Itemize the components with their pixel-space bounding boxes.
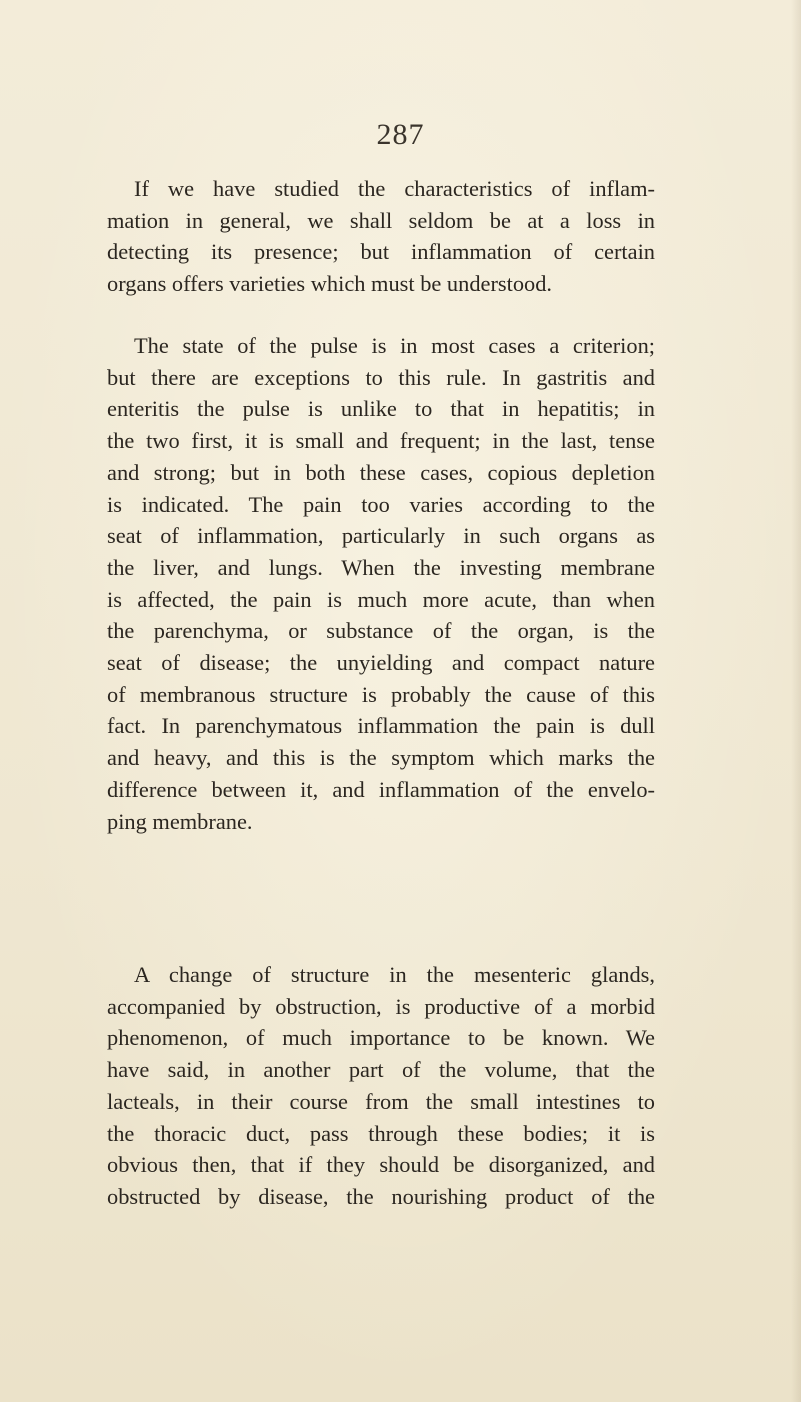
text-line: the two first, it is small and frequent; in the last, tense <box>107 428 655 454</box>
text-line: obstructed by disease, the nourishing product of the <box>107 1183 655 1209</box>
text-line: and heavy, and this is the symptom which marks the <box>107 745 655 771</box>
text-line: A change of structure in the mesenteric glands, <box>134 962 655 987</box>
paragraph-2 <box>107 330 655 837</box>
text-line: the liver, and lungs. When the investing membrane <box>107 554 655 580</box>
page-edge-shadow <box>791 0 801 1402</box>
paragraph-1 <box>107 173 655 300</box>
text-line: have said, in another part of the volume, that the <box>107 1057 655 1083</box>
text-line: detecting its presence; but inflammation of certain <box>107 239 655 265</box>
text-line: difference between it, and inflammation of the envelo- <box>107 776 655 802</box>
text-line: the thoracic duct, pass through these bodies; it is <box>107 1120 655 1146</box>
text-line: is indicated. The pain too varies according to the <box>107 491 655 517</box>
page-number: 287 <box>376 118 425 151</box>
text-line: If we have studied the characteristics of inflam- <box>134 176 655 201</box>
text-line: lacteals, in their course from the small intestines to <box>107 1088 655 1114</box>
text-line: and strong; but in both these cases, copious depletion <box>107 459 655 485</box>
text-line: seat of disease; the unyielding and compact nature <box>107 650 655 676</box>
text-line: but there are exceptions to this rule. In gastritis and <box>107 364 655 390</box>
text-line: accompanied by obstruction, is productive of a morbid <box>107 993 655 1019</box>
text-line: enteritis the pulse is unlike to that in hepatitis; in <box>107 396 655 422</box>
text-line: seat of inflammation, particularly in such organs as <box>107 523 655 549</box>
text-line: mation in general, we shall seldom be at a loss in <box>107 207 655 233</box>
text-line: fact. In parenchymatous inflammation the pain is dull <box>107 713 655 739</box>
text-line: is affected, the pain is much more acute, than when <box>107 586 655 612</box>
text-line: ping membrane. <box>107 808 253 834</box>
text-line: obvious then, that if they should be disorganized, and <box>107 1152 655 1178</box>
text-line: the parenchyma, or substance of the organ, is the <box>107 618 655 644</box>
text-line: phenomenon, of much importance to be known. We <box>107 1025 655 1051</box>
text-line: of membranous structure is probably the cause of this <box>107 681 655 707</box>
text-line: The state of the pulse is in most cases a criterion; <box>134 333 655 358</box>
text-line: organs offers varieties which must be understood. <box>107 271 553 297</box>
paragraph-3 <box>107 959 655 1213</box>
